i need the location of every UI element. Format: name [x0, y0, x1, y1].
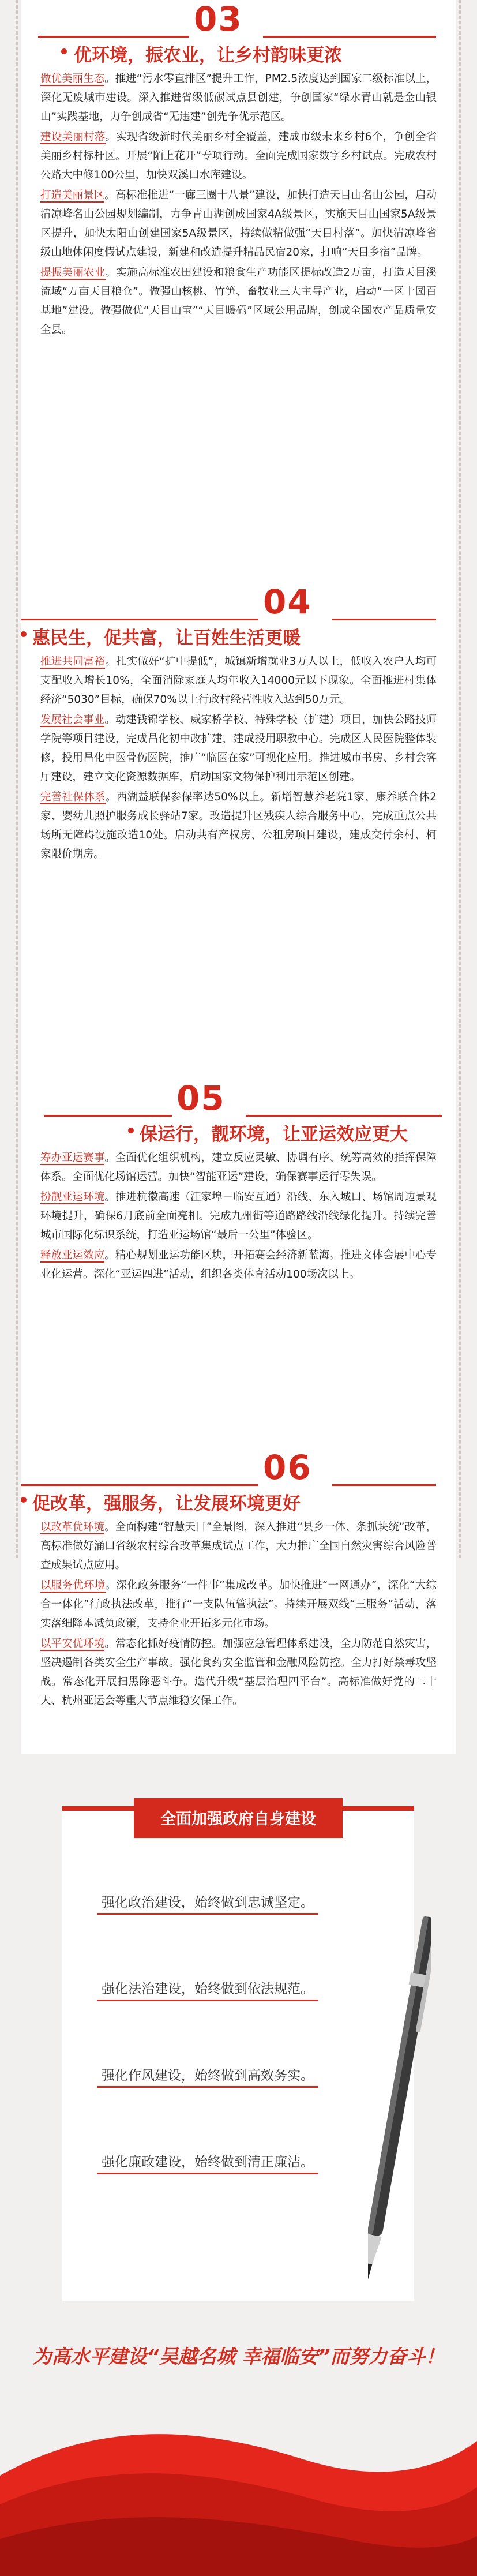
- section-04: [21, 583, 456, 1079]
- section-title: 促改革，强服务，让发展环境更好: [32, 1493, 301, 1514]
- keyword: 筹办亚运赛事: [40, 1152, 105, 1164]
- paragraph: [40, 128, 437, 185]
- paragraph-text: 。常态化抓好疫情防控。加强应急管理体系建设，全力防范自然灾害，坚决遏制各类安全生产事故。强化食药安全监管和金融风险防控。全力打好禁毒攻坚战。常态化开展扫黑除恶斗争。迭代升级“基层治理四平台”。高标准做好党的二十大、杭州亚运会等重大节点维稳安保工作。: [40, 1638, 437, 1707]
- gov-item: [97, 2065, 318, 2088]
- gov-item: [97, 1978, 318, 2001]
- keyword: 打造美丽景区: [40, 189, 105, 201]
- section-number: 04: [263, 582, 312, 621]
- paragraph-text: 。西湖益联保参保率达50%以上。新增智慧养老院1家、康养联合体2家、婴幼儿照护服务成长驿站7家。改造提升区残疾人综合服务中心，完成重点公共场所无障碍设施改造10处。启动共有产权房、公租房项目建设，建成交付余村、柯家限价期房。: [40, 791, 437, 860]
- paragraph-text: 。实现省级新时代美丽乡村全覆盖，建成市级未来乡村6个，争创全省美丽乡村标杆区。开展“陌上花开”专项行动。全面完成国家数字乡村试点。完成农村公路大中修100公里，加快双溪口水库建设。: [40, 131, 437, 181]
- section-head: [21, 583, 456, 652]
- head-dot: [61, 48, 67, 54]
- paragraph: [40, 652, 437, 709]
- section-body: [21, 652, 456, 880]
- head-rule: [246, 1115, 442, 1117]
- keyword: 做优美丽生态: [40, 73, 105, 85]
- dashed-rail-left: [16, 0, 18, 1558]
- keyword: 发展社会事业: [40, 714, 105, 726]
- keyword: 扮靓亚运环境: [40, 1191, 105, 1203]
- keyword: 以平安优环境: [40, 1638, 105, 1650]
- paragraph: [40, 1634, 437, 1710]
- paragraph-text: 。动建钱锦学校、威家桥学校、特殊学校（扩建）项目，加快公路技师学院等项目建设，完成昌化初中改扩建，建成投用职教中心。完成区人民医院整体装修，投用昌化中医骨伤医院，推广“临医在家”可视化应用。推进城市书房、乡村会客厅建设，建立文化资源数据库，启动国家文物保护利用示范区创建。: [40, 714, 437, 783]
- paragraph-text: 。全面构建“智慧天目”全景图，深入推进“县乡一体、条抓块统”改革，高标准做好涌口省级农村综合改革集成试点工作，大力推广全国自然灾害综合风险普查成果试点应用。: [40, 1521, 437, 1571]
- head-dot: [21, 1497, 27, 1503]
- section-title: 优环境，振农业，让乡村韵味更浓: [74, 45, 342, 66]
- gov-title: 全面加强政府自身建设: [134, 1798, 343, 1838]
- paragraph: [40, 710, 437, 787]
- section-head: [21, 0, 456, 69]
- paragraph: [40, 1246, 437, 1284]
- keyword: 建设美丽村落: [40, 131, 106, 143]
- gov-item: [97, 1892, 318, 1915]
- section-body: [21, 1518, 456, 1727]
- gov-item-text: 强化政治建设，始终做到忠诚坚定。: [97, 1892, 318, 1915]
- section-05: [21, 1079, 456, 1448]
- head-rule: [21, 619, 258, 620]
- paragraph-text: 。全面优化组织机构，建立反应灵敏、协调有序、统筹高效的指挥保障体系。全面优化场馆运营。加快“智能亚运”建设，确保赛事运行零失误。: [40, 1152, 437, 1183]
- gov-self-building-block: [62, 1806, 414, 2301]
- section-head: [21, 1079, 456, 1148]
- section-number: 03: [194, 0, 243, 39]
- head-dot: [128, 1128, 134, 1133]
- gov-item-text: 强化法治建设，始终做到依法规范。: [97, 1978, 318, 2001]
- paragraph: [40, 1188, 437, 1245]
- section-head: [21, 1448, 456, 1518]
- paragraph-text: 。高标准推进“一廊三圈十八景”建设，加快打造天目山名山公园，启动清凉峰名山公园规划编制，力争青山湖创成国家4A级景区，实施天目山国家5A级景区提升，加快太阳山创建国家5A级景区，持续做精做强“天目村落”。加快清凉峰省级山地休闲度假试点建设，新建和改造提升精品民宿20家，打响“天目乡宿”品牌。: [40, 189, 437, 259]
- paragraph: [40, 1576, 437, 1633]
- keyword: 推进共同富裕: [40, 656, 106, 668]
- gov-item-text: 强化作风建设，始终做到高效务实。: [97, 2065, 318, 2088]
- keyword: 完善社保体系: [40, 791, 106, 803]
- head-rule: [332, 1484, 436, 1486]
- section-title: 惠民生，促共富，让百姓生活更暖: [32, 628, 301, 649]
- section-03: [21, 0, 456, 583]
- paragraph: [40, 1148, 437, 1186]
- head-rule: [38, 36, 189, 38]
- keyword: 提振美丽农业: [40, 267, 106, 279]
- paragraph: [40, 263, 437, 339]
- paragraph-text: 。深化政务服务“一件事”集成改革。加快推进“一网通办”，深化“大综合一体化”行政执法改革，推行“一支队伍管执法”。持续开展双线“三服务”活动，落实落细降本减负政策，支持企业开拓多元化市场。: [40, 1579, 437, 1630]
- gov-item: [97, 2151, 318, 2174]
- paragraph: [40, 1518, 437, 1575]
- head-rule: [44, 1115, 172, 1117]
- paragraph-text: 。精心规划亚运功能区块，开拓赛会经济新蓝海。推进文体会展中心专业化运营。深化“亚运四进”活动，组织各类体育活动100场次以上。: [40, 1249, 437, 1280]
- section-number: 05: [176, 1079, 226, 1118]
- keyword: 以改革优环境: [40, 1521, 105, 1533]
- head-rule: [21, 1484, 258, 1486]
- paragraph-text: 。推进杭徽高速（汪家埠－临安互通）沿线、东入城口、场馆周边景观环境提升，确保6月底前全面亮相。完成九州街等道路路线沿线绿化提升。持续完善城市国际化标识系统，打造亚运场馆“最后一公里”体验区。: [40, 1191, 437, 1241]
- head-rule: [332, 619, 436, 620]
- section-06: [21, 1448, 456, 1754]
- paragraph: [40, 69, 437, 126]
- section-body: [21, 1148, 456, 1300]
- paragraph: [40, 788, 437, 864]
- paragraph-text: 。扎实做好“扩中提低”，城镇新增就业3万人以上，低收入农户人均可支配收入增长10%，全面消除家庭人均年收入14000元以下现象。全面推进村集体经济“5030”目标，确保70%以上行政村经营性收入达到50万元。: [40, 656, 437, 706]
- pen-icon: [368, 1903, 431, 2307]
- section-title: 保运行，靓环境，让亚运效应更大: [140, 1124, 408, 1145]
- closing-slogan: 为高水平建设“吴越名城 幸福临安”而努力奋斗！: [32, 2345, 445, 2368]
- head-dot: [21, 631, 27, 637]
- section-number: 06: [263, 1448, 312, 1487]
- gov-title-banner: [62, 1798, 414, 1838]
- paragraph-text: 。推进“污水零直排区”提升工作，PM2.5浓度达到国家二级标准以上，深化无废城市建设。深入推进省级低碳试点县创建，争创国家“绿水青山就是金山银山”实践基地，力争创成省“无违建”创先争优示范区。: [40, 73, 437, 123]
- paragraph-text: 。实施高标准农田建设和粮食生产功能区提标改造2万亩，打造天目溪流域“万亩天目粮仓”。做强山核桃、竹笋、畜牧业三大主导产业，启动“一区十园百基地”建设。做强做优“天目山宝”“天目暖码”区域公用品牌，创成全国农产品质量安全县。: [40, 267, 437, 336]
- section-body: [21, 69, 456, 355]
- gov-item-text: 强化廉政建设，始终做到清正廉洁。: [97, 2151, 318, 2174]
- paragraph: [40, 186, 437, 262]
- keyword: 以服务优环境: [40, 1579, 106, 1592]
- head-rule: [263, 36, 436, 38]
- red-flag-wave-decoration: [0, 2406, 477, 2576]
- keyword: 释放亚运效应: [40, 1249, 105, 1261]
- dashed-rail-right: [459, 0, 461, 1558]
